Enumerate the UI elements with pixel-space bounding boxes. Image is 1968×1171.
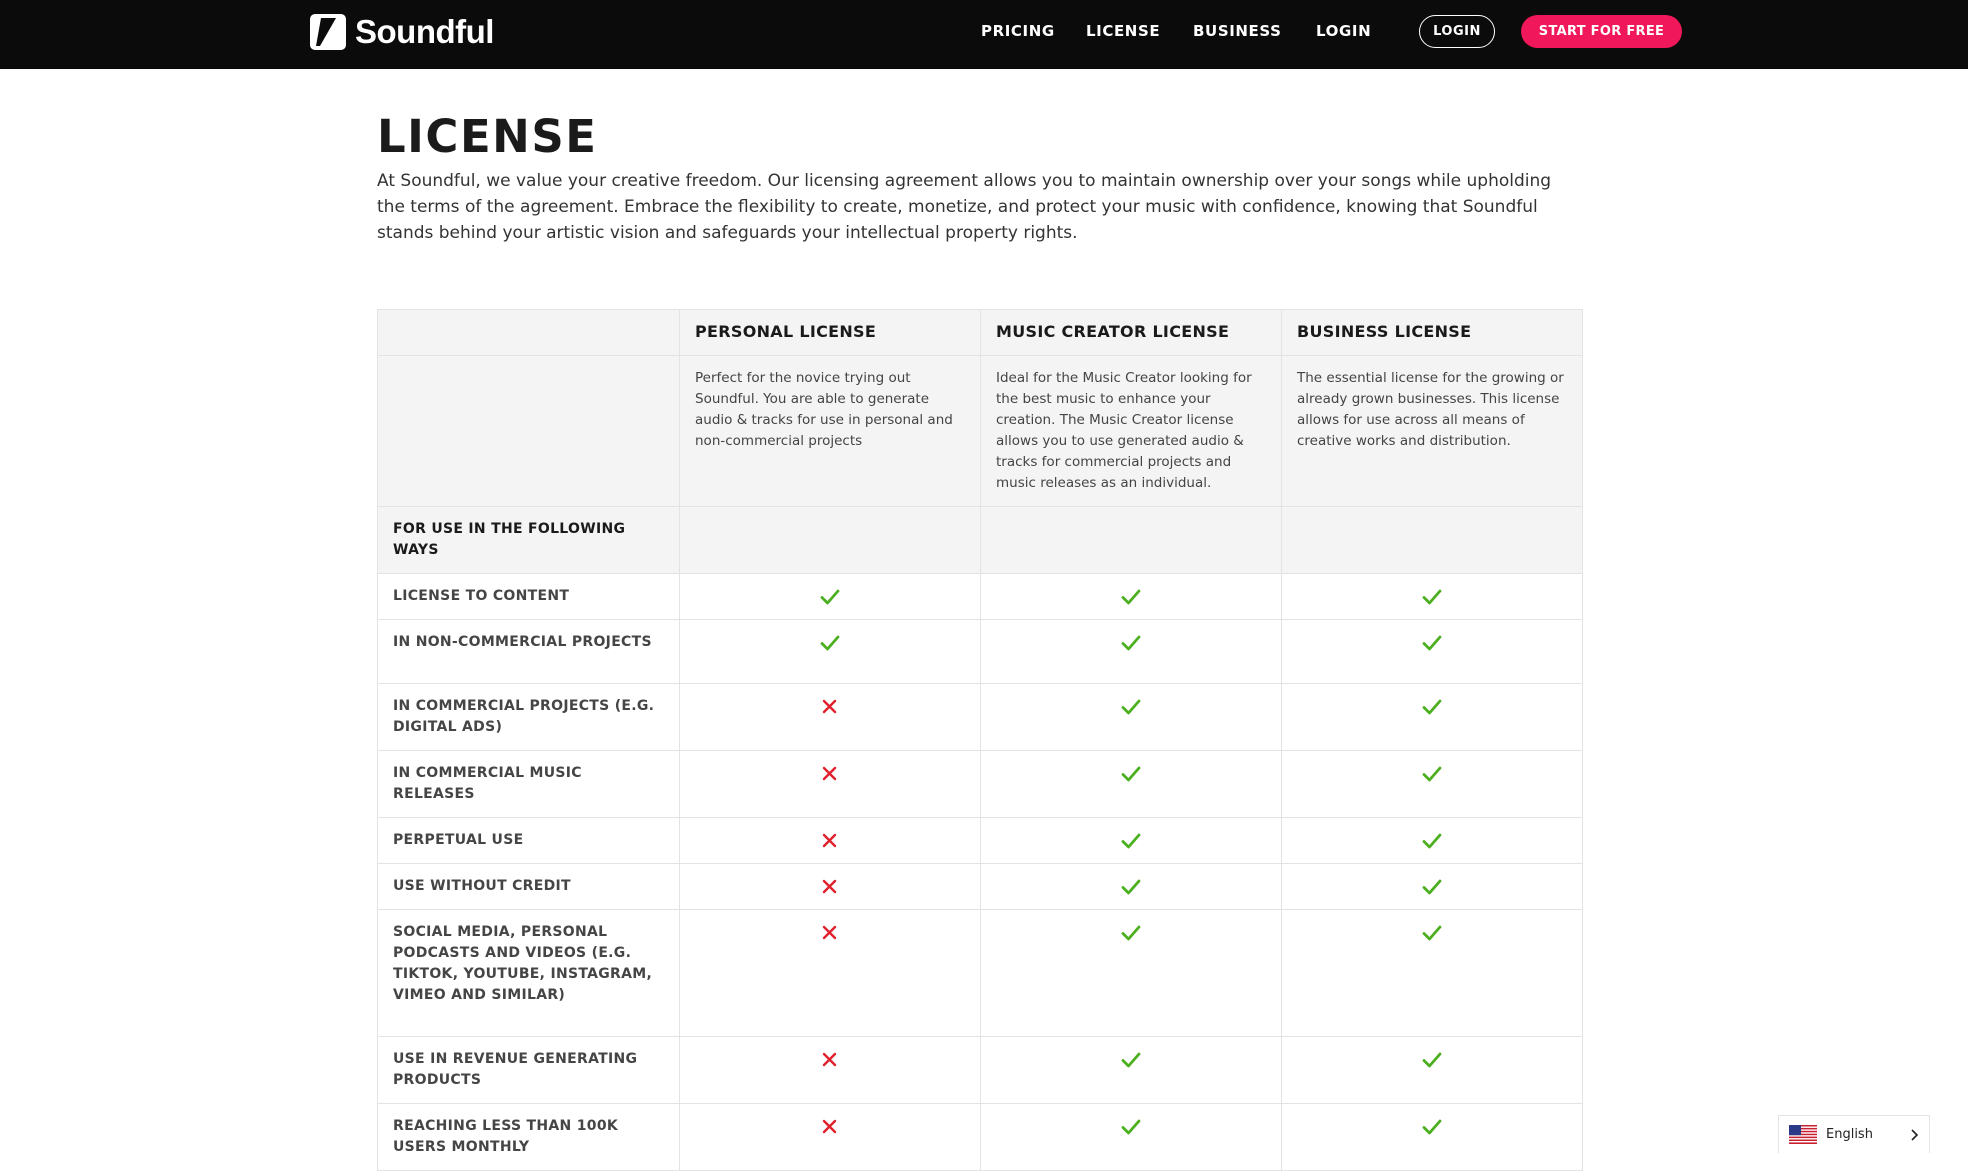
- cross-icon: [820, 924, 840, 942]
- feature-value-cell: [1282, 910, 1583, 1037]
- nav-business[interactable]: BUSINESS: [1193, 22, 1282, 40]
- table-row: [378, 818, 1583, 864]
- feature-value-cell: [981, 910, 1282, 1037]
- table-row: [378, 864, 1583, 910]
- cross-icon: [820, 832, 840, 850]
- feature-label: IN COMMERCIAL MUSIC RELEASES: [378, 751, 680, 818]
- table-row: [378, 910, 1583, 1037]
- cross-icon: [820, 698, 840, 716]
- check-icon: [1422, 1118, 1442, 1136]
- language-label: English: [1826, 1127, 1873, 1142]
- table-row: [378, 1104, 1583, 1171]
- check-icon: [1121, 924, 1141, 942]
- section-empty-cell: [680, 507, 981, 574]
- check-icon: [1121, 1118, 1141, 1136]
- nav-pricing[interactable]: PRICING: [981, 22, 1055, 40]
- feature-value-cell: [680, 620, 981, 684]
- feature-value-cell: [1282, 818, 1583, 864]
- feature-value-cell: [1282, 1037, 1583, 1104]
- soundful-logo-icon: [310, 14, 346, 50]
- brand-logo[interactable]: [310, 13, 494, 51]
- feature-value-cell: [680, 684, 981, 751]
- feature-value-cell: [981, 574, 1282, 620]
- nav-login[interactable]: LOGIN: [1316, 22, 1372, 40]
- cross-icon: [820, 878, 840, 896]
- feature-value-cell: [981, 751, 1282, 818]
- feature-value-cell: [981, 1037, 1282, 1104]
- chevron-right-icon: [1909, 1128, 1919, 1142]
- feature-label: IN NON-COMMERCIAL PROJECTS: [378, 620, 680, 684]
- check-icon: [1422, 1051, 1442, 1069]
- feature-value-cell: [981, 620, 1282, 684]
- check-icon: [820, 634, 840, 652]
- section-empty-cell: [1282, 507, 1583, 574]
- feature-label: SOCIAL MEDIA, PERSONAL PODCASTS AND VIDEOS (E.G. TIKTOK, YOUTUBE, INSTAGRAM, VIMEO AND SIMILAR): [378, 910, 680, 1037]
- feature-value-cell: [680, 574, 981, 620]
- check-icon: [1422, 878, 1442, 896]
- cross-icon: [820, 765, 840, 783]
- intro-paragraph: At Soundful, we value your creative freedom. Our licensing agreement allows you to maintain ownership over your songs while upholding the terms of the agreement. Embrace the flexibility to create, monetize, and protect your music with confidence, knowing that Soundful stands behind your artistic vision and safeguards your intellectual property rights.: [377, 171, 1552, 243]
- feature-label: LICENSE TO CONTENT: [378, 574, 680, 620]
- feature-value-cell: [680, 910, 981, 1037]
- table-row: [378, 1037, 1583, 1104]
- table-row: [378, 620, 1583, 684]
- feature-label: REACHING LESS THAN 100K USERS MONTHLY: [378, 1104, 680, 1171]
- check-icon: [1121, 878, 1141, 896]
- feature-label: USE IN REVENUE GENERATING PRODUCTS: [378, 1037, 680, 1104]
- description-empty-cell: [378, 356, 680, 507]
- feature-value-cell: [680, 1104, 981, 1171]
- column-description-music-creator: Ideal for the Music Creator looking for the best music to enhance your creation. The Music Creator license allows you to use generated audio & tracks for commercial projects and music releases as an individual.: [981, 356, 1282, 507]
- check-icon: [1422, 924, 1442, 942]
- check-icon: [1121, 1051, 1141, 1069]
- section-empty-cell: [981, 507, 1282, 574]
- check-icon: [1422, 765, 1442, 783]
- check-icon: [1422, 588, 1442, 606]
- feature-value-cell: [1282, 751, 1583, 818]
- check-icon: [1422, 634, 1442, 652]
- check-icon: [1121, 634, 1141, 652]
- description-row: [378, 356, 1583, 507]
- brand-name: Soundful: [355, 13, 494, 50]
- feature-value-cell: [1282, 620, 1583, 684]
- feature-value-cell: [680, 864, 981, 910]
- feature-value-cell: [1282, 574, 1583, 620]
- cross-icon: [820, 1051, 840, 1069]
- column-title-personal: PERSONAL LICENSE: [680, 310, 981, 356]
- feature-value-cell: [1282, 1104, 1583, 1171]
- column-description-personal: Perfect for the novice trying out Soundful. You are able to generate audio & tracks for use in personal and non-commercial projects: [680, 356, 981, 507]
- us-flag-icon: [1789, 1125, 1817, 1144]
- table-row: [378, 751, 1583, 818]
- login-button[interactable]: LOGIN: [1419, 15, 1495, 48]
- feature-value-cell: [680, 751, 981, 818]
- column-title-business: BUSINESS LICENSE: [1282, 310, 1583, 356]
- feature-label: USE WITHOUT CREDIT: [378, 864, 680, 910]
- nav-license[interactable]: LICENSE: [1086, 22, 1161, 40]
- column-description-business: The essential license for the growing or already grown businesses. This license allows for use across all means of creative works and distribution.: [1282, 356, 1583, 507]
- check-icon: [820, 588, 840, 606]
- top-navigation-bar: [0, 0, 1968, 69]
- check-icon: [1121, 698, 1141, 716]
- feature-value-cell: [981, 1104, 1282, 1171]
- cross-icon: [820, 1118, 840, 1136]
- start-for-free-button[interactable]: START FOR FREE: [1521, 15, 1682, 48]
- column-title-music-creator: MUSIC CREATOR LICENSE: [981, 310, 1282, 356]
- check-icon: [1121, 588, 1141, 606]
- feature-value-cell: [981, 864, 1282, 910]
- check-icon: [1422, 832, 1442, 850]
- feature-label: IN COMMERCIAL PROJECTS (E.G. DIGITAL ADS): [378, 684, 680, 751]
- section-label: FOR USE IN THE FOLLOWING WAYS: [378, 507, 680, 574]
- table-header-row: [378, 310, 1583, 356]
- feature-label: PERPETUAL USE: [378, 818, 680, 864]
- check-icon: [1121, 832, 1141, 850]
- check-icon: [1121, 765, 1141, 783]
- feature-value-cell: [680, 818, 981, 864]
- table-row: [378, 684, 1583, 751]
- feature-value-cell: [1282, 864, 1583, 910]
- page-title: LICENSE: [377, 110, 598, 163]
- language-selector[interactable]: [1778, 1115, 1930, 1153]
- feature-value-cell: [981, 684, 1282, 751]
- license-comparison-table: [377, 309, 1583, 1171]
- feature-value-cell: [680, 1037, 981, 1104]
- header-empty-cell: [378, 310, 680, 356]
- feature-value-cell: [1282, 684, 1583, 751]
- table-row: [378, 574, 1583, 620]
- check-icon: [1422, 698, 1442, 716]
- section-row: [378, 507, 1583, 574]
- feature-value-cell: [981, 818, 1282, 864]
